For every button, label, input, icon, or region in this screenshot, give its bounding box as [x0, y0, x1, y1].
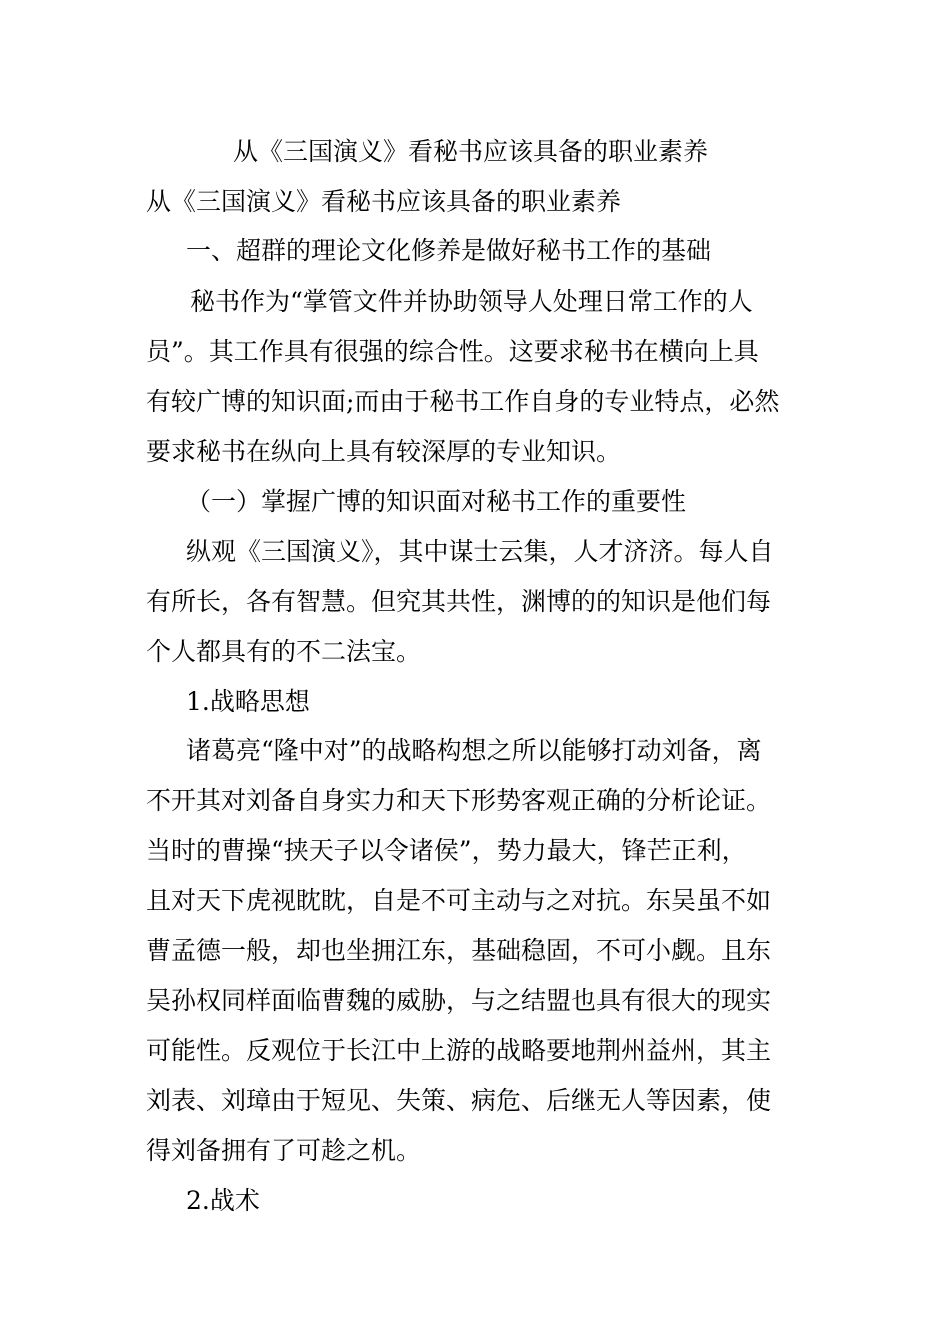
paragraph-line: 不开其对刘备自身实力和天下形势客观正确的分析论证。	[146, 786, 772, 815]
point-heading: 1.战略思想	[186, 687, 310, 716]
document-title-repeat: 从《三国演义》看秘书应该具备的职业素养	[146, 187, 622, 216]
paragraph-line: 可能性。反观位于长江中上游的战略要地荆州益州，其主	[146, 1036, 772, 1065]
document-title: 从《三国演义》看秘书应该具备的职业素养	[233, 137, 709, 166]
paragraph-line: 员”。其工作具有很强的综合性。这要求秘书在横向上具	[146, 337, 759, 366]
point-heading: 2.战术	[186, 1186, 260, 1215]
paragraph-line: 且对天下虎视眈眈，自是不可主动与之对抗。东吴虽不如	[146, 886, 772, 915]
paragraph-line: 吴孙权同样面临曹魏的威胁，与之结盟也具有很大的现实	[146, 986, 772, 1015]
paragraph-line: 纵观《三国演义》，其中谋士云集，人才济济。每人自	[186, 537, 774, 566]
section-heading: 一、超群的理论文化修养是做好秘书工作的基础	[186, 236, 712, 265]
paragraph-line: 刘表、刘璋由于短见、失策、病危、后继无人等因素，使	[146, 1086, 772, 1115]
paragraph-line: 个人都具有的不二法宝。	[146, 637, 422, 666]
paragraph-line: 当时的曹操“挟天子以令诸侯”，势力最大，锋芒正利，	[146, 836, 747, 865]
paragraph-line: 有较广博的知识面;而由于秘书工作自身的专业特点，必然	[146, 387, 780, 416]
paragraph-line: 要求秘书在纵向上具有较深厚的专业知识。	[146, 437, 622, 466]
subsection-heading: （一）掌握广博的知识面对秘书工作的重要性	[186, 487, 687, 516]
paragraph-line: 秘书作为“掌管文件并协助领导人处理日常工作的人	[190, 287, 753, 316]
paragraph-line: 诸葛亮“隆中对”的战略构想之所以能够打动刘备，离	[186, 736, 762, 765]
paragraph-line: 有所长，各有智慧。但究其共性，渊博的的知识是他们每	[146, 587, 772, 616]
paragraph-line: 得刘备拥有了可趁之机。	[146, 1136, 422, 1165]
paragraph-line: 曹孟德一般，却也坐拥江东，基础稳固，不可小觑。且东	[146, 936, 772, 965]
